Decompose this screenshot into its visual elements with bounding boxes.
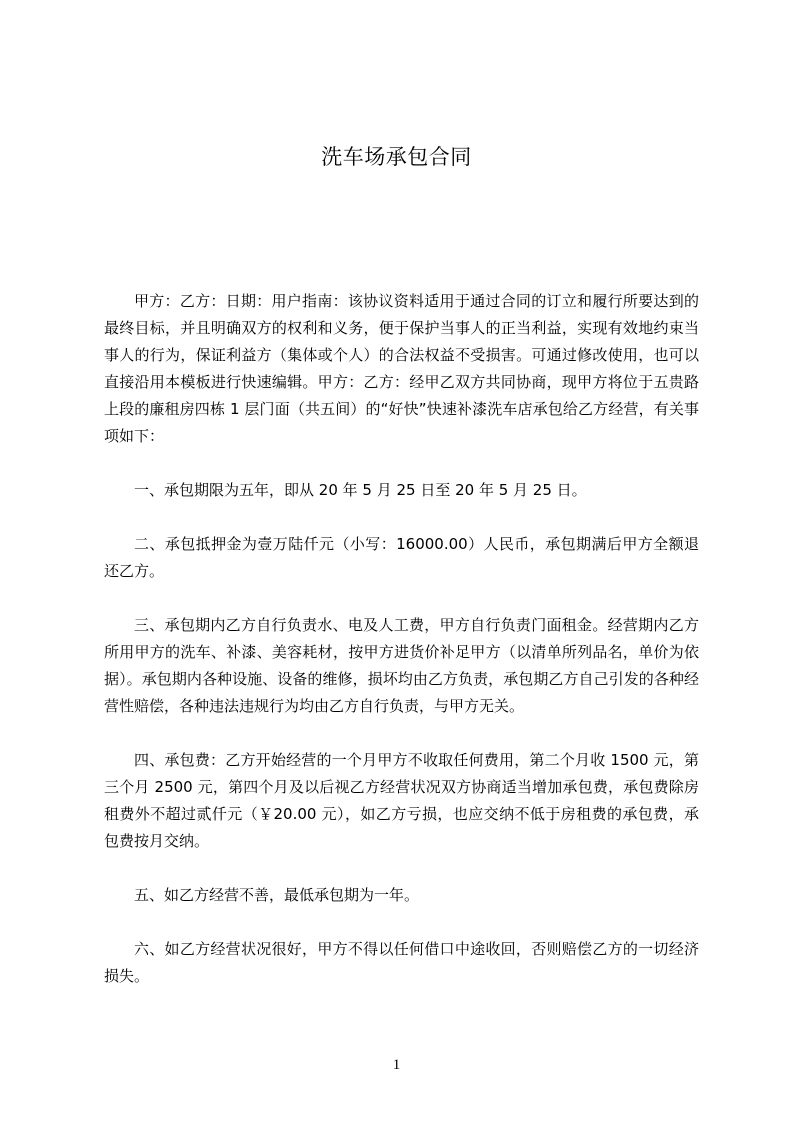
paragraph-clause-1: 一、承包期限为五年，即从 20 年 5 月 25 日至 20 年 5 月 25 日。: [134, 481, 587, 499]
paragraph-clause-4: 四、承包费：乙方开始经营的一个月甲方不收取任何费用，第二个月收 1500 元，第三个月 2500 元，第四个月及以后视乙方经营状况双方协商适当增加承包费，承包费除房租费外不超过贰仟元（￥20.00 元），如乙方亏损，也应交纳不低于房租费的承包费，承包费按月交纳。: [104, 751, 699, 850]
paragraph-clause-3: 三、承包期内乙方自行负责水、电及人工费，甲方自行负责门面租金。经营期内乙方所用甲方的洗车、补漆、美容耗材，按甲方进货价补足甲方（以清单所列品名，单价为依据）。承包期内各种设施、设备的维修，损坏均由乙方负责，承包期乙方自己引发的各种经营性赔偿，各种违法违规行为均由乙方自行负责，与甲方无关。: [104, 616, 699, 715]
paragraph-clause-5: 五、如乙方经营不善，最低承包期为一年。: [134, 886, 420, 904]
paragraph-clause-2: 二、承包抵押金为壹万陆仟元（小写：16000.00）人民币，承包期满后甲方全额退还乙方。: [104, 535, 699, 580]
document-title: 洗车场承包合同: [321, 145, 472, 169]
paragraph-intro: 甲方：乙方：日期：用户指南：该协议资料适用于通过合同的订立和履行所要达到的最终目标，并且明确双方的权利和义务，便于保护当事人的正当利益，实现有效地约束当事人的行为，保证利益方（集体或个人）的合法权益不受损害。可通过修改使用，也可以直接沿用本模板进行快速编辑。甲方：乙方：经甲乙双方共同协商，现甲方将位于五贵路上段的廉租房四栋 1 层门面（共五间）的“好快”快速补漆洗车店承包给乙方经营，有关事项如下：: [104, 292, 699, 445]
paragraph-clause-6: 六、如乙方经营状况很好，甲方不得以任何借口中途收回，否则赔偿乙方的一切经济损失。: [104, 940, 699, 985]
page-number: 1: [392, 1057, 401, 1073]
document-body: [104, 288, 699, 990]
